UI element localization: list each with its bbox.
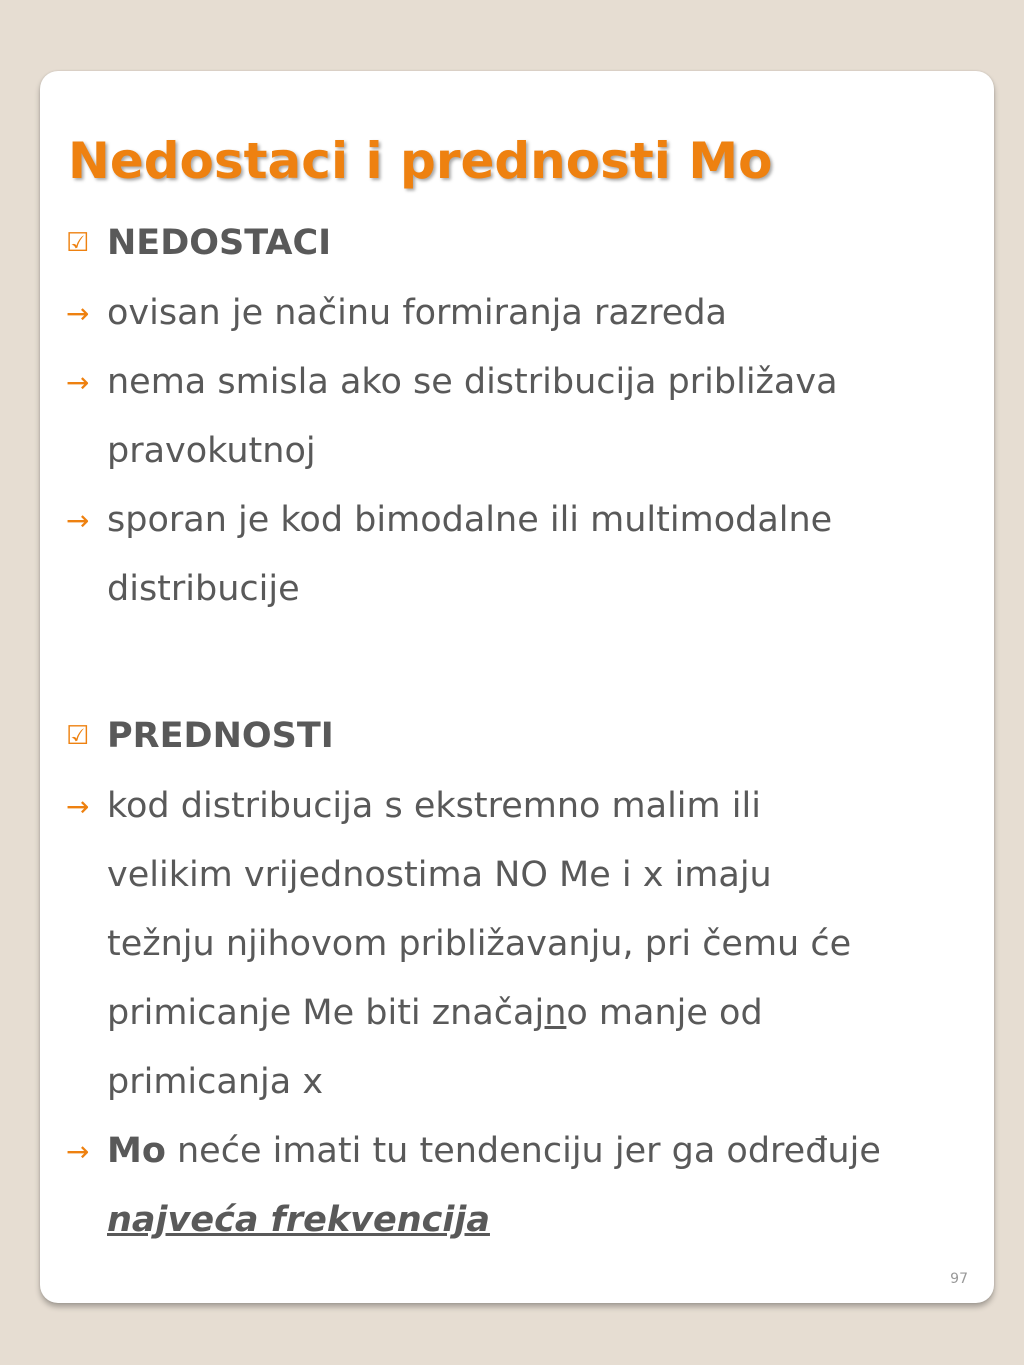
bullet-text: sporan je kod bimodalne ili multimodalne distribucije [107, 500, 833, 609]
page-number: 97 [950, 1271, 968, 1287]
arrow-right-icon: → [66, 366, 90, 399]
section-heading-prednosti [66, 700, 966, 772]
underlined-fragment: jn [534, 993, 567, 1033]
section-heading-nedostaci [66, 207, 966, 279]
bullet-text: neće imati tu tendenciju jer ga određuje [165, 1131, 881, 1171]
bullet-line: o manje od [566, 993, 763, 1033]
bullet-line: kod distribucija s ekstremno malim ili [107, 786, 761, 826]
arrow-right-icon: → [66, 1135, 90, 1168]
arrow-right-icon: → [66, 297, 90, 330]
checkbox-check-icon: ☑ [66, 228, 90, 258]
bullet-line: velikim vrijednostima NO Me i x imaju [107, 855, 772, 895]
slide-card [40, 71, 994, 1303]
checkbox-check-icon: ☑ [66, 721, 90, 751]
bullet-text: nema smisla ako se distribucija približava pravokutnoj [107, 362, 838, 471]
bullet-line: težnju njihovom približavanju, pri čemu će [107, 924, 852, 964]
bold-term: Mo [107, 1131, 166, 1171]
section-spacer [66, 624, 966, 700]
list-item [66, 348, 966, 486]
arrow-right-icon: → [66, 504, 90, 537]
section-heading-label: NEDOSTACI [107, 223, 332, 263]
bullet-line: primicanje Me biti znača [107, 993, 535, 1033]
bullet-text: ovisan je načinu formiranja razreda [107, 293, 727, 333]
slide-content [66, 207, 966, 1255]
list-item [66, 1117, 966, 1255]
list-item [66, 772, 966, 1117]
slide-title: Nedostaci i prednosti Mo [68, 132, 773, 190]
list-item [66, 279, 966, 348]
section-heading-label: PREDNOSTI [107, 716, 334, 756]
emphasis-term: najveća frekvencija [107, 1200, 490, 1240]
bullet-line: primicanja x [107, 1062, 324, 1102]
arrow-right-icon: → [66, 790, 90, 823]
list-item [66, 486, 966, 624]
